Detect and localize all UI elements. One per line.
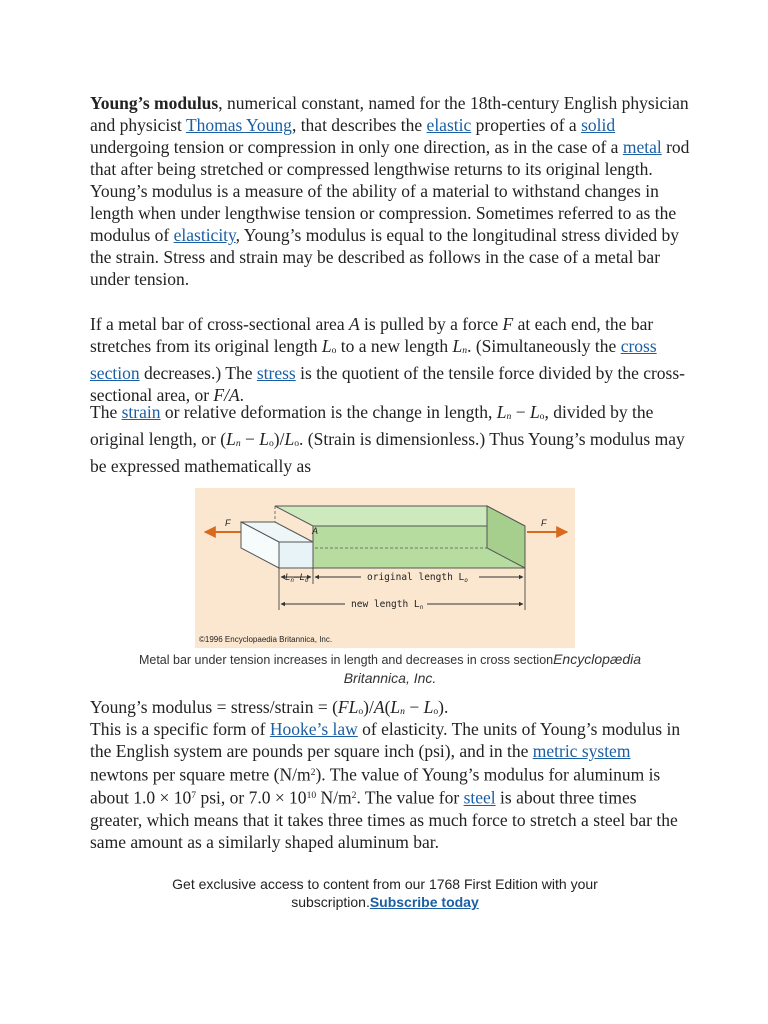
link-cross-section[interactable]: cross section bbox=[90, 336, 657, 383]
paragraph-units: This is a specific form of Hooke’s law of elasticity. The units of Young’s modulus in the English system are pounds per square inch (psi), and in the metric system newtons per square metre $(N/m^2)$. The value of Young’s modulus for aluminum is about $1.0 \times 10^7$ psi, or $7.0 \times 10^{10}$ $N/m^2$. The value for steel is about three times greater, which means that it takes three times as much force to stretch a steel bar the same amount as a similarly shaped aluminum bar. bbox=[90, 719, 681, 852]
figure-caption: Metal bar under tension increases in length and decreases in cross sectionEncyclopædia Britannica, Inc. bbox=[138, 651, 642, 686]
link-steel[interactable]: steel bbox=[463, 787, 496, 808]
article-title: Young’s modulus bbox=[90, 93, 219, 113]
subscription-footer: Get exclusive access to content from our 1768 First Edition with your subscription.Subscribe today bbox=[172, 876, 598, 910]
link-thomas-young[interactable]: Thomas Young bbox=[185, 115, 292, 135]
link-hookes-law[interactable]: Hooke’s law bbox=[269, 719, 358, 739]
link-stress[interactable]: stress bbox=[256, 362, 296, 383]
label-area: A bbox=[312, 526, 319, 536]
paragraph-definition: Young’s modulus, numerical constant, named for the 18th-century English physician and physicist Thomas Young, that describes the elastic properties of a solid undergoing tension or compression in only one direction, as in the case of a metal rod that after being stretched or compressed lengthwise returns to its original length. Young’s modulus is a measure of the ability of a material to withstand changes in length when under lengthwise tension or compression. Sometimes referred to as the modulus of elasticity, Young’s modulus is equal to the longitudinal stress divided by the strain. Stress and strain may be described as follows in the case of a metal bar under tension. bbox=[90, 93, 690, 289]
paragraph-strain: The strain or relative deformation is the change in length, Ln − Lo, divided by the original length, or (Ln − Lo)/Lo. (Strain is dimensionless.) Thus Young’s modulus may be expressed mathematically as bbox=[90, 402, 685, 476]
paragraph-stress: If a metal bar of cross-sectional area A is pulled by a force F at each end, the bar stretches from its original length Lo to a new length Ln. (Simultaneously the cross section decreases.) The stress is the quotient of the tensile force divided by the cross-sectional area, or F/A. bbox=[90, 314, 686, 405]
link-metric-system[interactable]: metric system bbox=[532, 741, 631, 761]
link-strain[interactable]: strain bbox=[121, 402, 161, 422]
label-original-length: original length $L_o$ bbox=[367, 572, 468, 584]
stretched-front-face bbox=[279, 542, 313, 568]
label-force-right: F bbox=[541, 518, 547, 528]
figure-credit: Encyclopædia Britannica, Inc. bbox=[343, 651, 642, 686]
link-elastic[interactable]: elastic bbox=[426, 115, 472, 135]
label-force-left: F bbox=[225, 518, 231, 528]
tension-bar-illustration bbox=[195, 488, 575, 648]
label-new-length: new length $L_n$ bbox=[351, 599, 424, 611]
formula-line: Young’s modulus = stress/strain = (FLo)/A(Ln − Lo). bbox=[90, 697, 449, 717]
link-elasticity[interactable]: elasticity bbox=[173, 225, 236, 245]
figure-copyright: ©1996 Encyclopaedia Britannica, Inc. bbox=[199, 635, 333, 644]
subscribe-link[interactable]: Subscribe today bbox=[369, 894, 479, 910]
link-solid[interactable]: solid bbox=[581, 115, 616, 135]
link-metal[interactable]: metal bbox=[622, 137, 662, 157]
tension-bar-figure bbox=[195, 488, 575, 648]
label-delta-length: $L_n-L_o$ bbox=[285, 573, 309, 584]
